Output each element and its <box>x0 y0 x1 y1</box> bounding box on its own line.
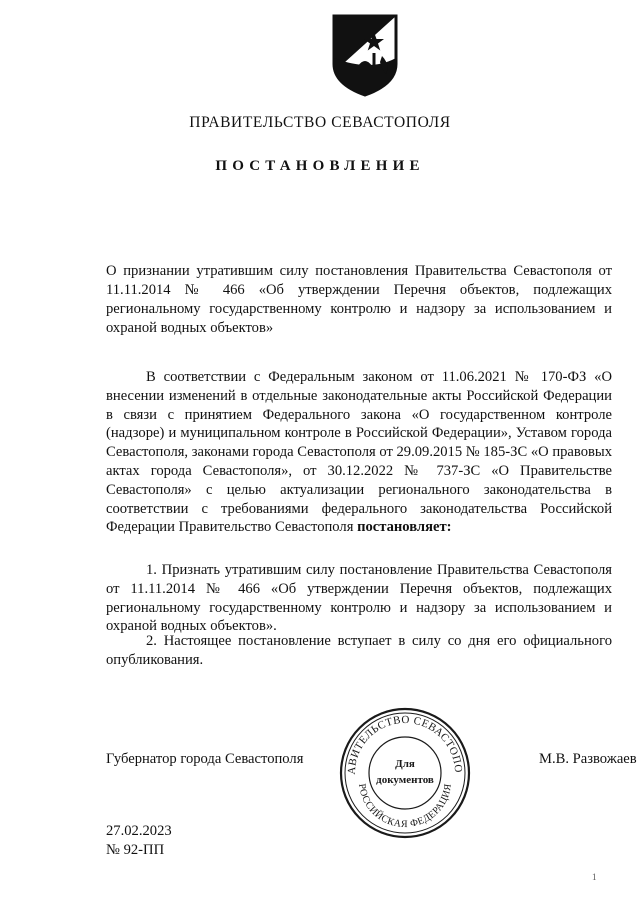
decree-title: ПОСТАНОВЛЕНИЕ <box>215 158 425 174</box>
stamp-bottom-text: РОССИЙСКАЯ ФЕДЕРАЦИЯ <box>356 782 455 831</box>
document-number: № 92-ПП <box>106 842 165 858</box>
signatory-position: Губернатор города Севастополя <box>106 751 304 767</box>
stamp-center-line-1: Для <box>395 758 415 770</box>
decree-item-1: 1. Признать утратившим силу постановление Правительства Севастополя от 11.11.2014 № 466 «Об утверждении Перечня объектов, подлежащих региональному государственному контролю и надзору за использованием и охраной водных объектов». <box>106 562 612 635</box>
signatory-name: М.В. Развожаев <box>539 751 637 767</box>
official-stamp <box>335 703 475 843</box>
stamp-outer-text: АВИТЕЛЬСТВО СЕВАСТОПО <box>345 713 465 775</box>
decree-subject: О признании утратившим силу постановления Правительства Севастополя от 11.11.2014 № 466 «Об утверждении Перечня объектов, подлежащих региональному государственному контролю и надзору за использованием и охраной водных объектов» <box>106 263 612 336</box>
government-title: ПРАВИТЕЛЬСТВО СЕВАСТОПОЛЯ <box>189 114 451 131</box>
stamp-center-line-2: документов <box>376 774 434 786</box>
decree-item-2: 2. Настоящее постановление вступает в силу со дня его официального опубликования. <box>106 633 612 668</box>
document-date: 27.02.2023 <box>106 823 172 839</box>
coat-of-arms-icon <box>330 12 400 98</box>
resolves-word: постановляет: <box>357 519 452 536</box>
preamble-text: В соответствии с Федеральным законом от 11.06.2021 № 170-ФЗ «О внесении изменений в отдельные законодательные акты Российской Федерации в связи с принятием Федерального закона «О государственном контроле (надзоре) и муниципальном контроле в Российской Федерации», Уставом города Севастополя, законами города Севастополя от 29.09.2015 № 185-ЗС «О правовых актах города Севастополя», от 30.12.2022 № 737-ЗС «О Правительстве Севастополя» с целью актуализации регионального законодательства в соответствии с требованиями федерального законодательства Российской Федерации Правительство Севастополя <box>106 369 612 536</box>
preamble-paragraph <box>106 368 612 537</box>
page-mark: 1 <box>592 872 597 882</box>
svg-text:РОССИЙСКАЯ ФЕДЕРАЦИЯ <box>356 783 454 830</box>
